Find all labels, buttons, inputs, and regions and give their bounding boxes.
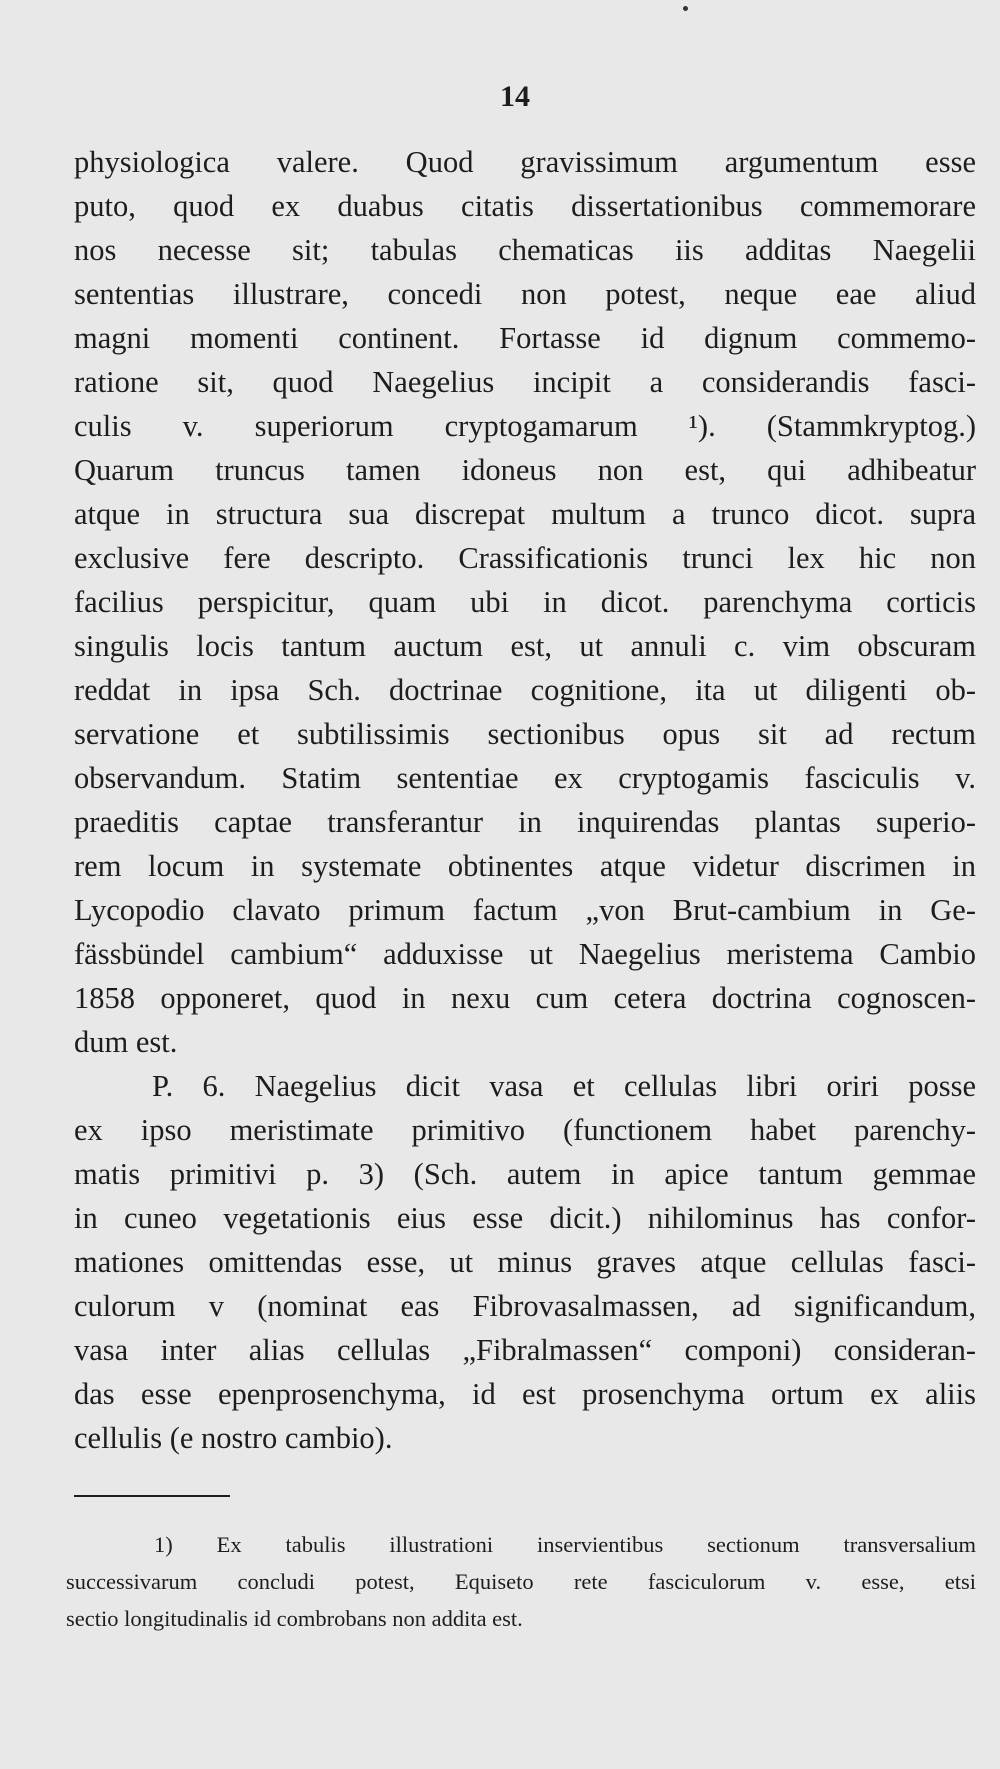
text-line: vasa inter alias cellulas „Fibralmassen“ componi) consideran- (74, 1333, 976, 1367)
text-line: observandum. Statim sententiae ex cryptogamis fasciculis v. (74, 761, 976, 795)
text-line: cellulis (e nostro cambio). (74, 1421, 393, 1455)
text-line: Quarum truncus tamen idoneus non est, qui adhibeatur (74, 453, 976, 487)
footnote-line: successivarum concludi potest, Equiseto rete fasciculorum v. esse, etsi (66, 1569, 976, 1594)
footnote-line: sectio longitudinalis id combrobans non addita est. (66, 1606, 523, 1631)
text-line: matis primitivi p. 3) (Sch. autem in apice tantum gemmae (74, 1157, 976, 1191)
text-line: atque in structura sua discrepat multum a trunco dicot. supra (74, 497, 976, 531)
text-line: culorum v (nominat eas Fibrovasalmassen, ad significandum, (74, 1289, 976, 1323)
page-number: 14 (500, 80, 530, 113)
text-line: ratione sit, quod Naegelius incipit a considerandis fasci- (74, 365, 976, 399)
text-line: mationes omittendas esse, ut minus graves atque cellulas fasci- (74, 1245, 976, 1279)
text-line: dum est. (74, 1025, 178, 1059)
footnote (66, 1526, 976, 1637)
text-line: das esse epenprosenchyma, id est prosenchyma ortum ex aliis (74, 1377, 976, 1411)
text-line: singulis locis tantum auctum est, ut annuli c. vim obscuram (74, 629, 976, 663)
text-line: physiologica valere. Quod gravissimum argumentum esse (74, 145, 976, 179)
text-line: exclusive fere descripto. Crassificationis trunci lex hic non (74, 541, 976, 575)
text-line: praeditis captae transferantur in inquirendas plantas superio- (74, 805, 976, 839)
text-line: Lycopodio clavato primum factum „von Brut-cambium in Ge- (74, 893, 976, 927)
footnote-separator (74, 1495, 230, 1497)
text-line: 1858 opponeret, quod in nexu cum cetera doctrina cognoscen- (74, 981, 976, 1015)
text-line: culis v. superiorum cryptogamarum ¹). (Stammkryptog.) (74, 409, 976, 443)
text-line: rem locum in systemate obtinentes atque videtur discrimen in (74, 849, 976, 883)
text-line: ex ipso meristimate primitivo (functionem habet parenchy- (74, 1113, 976, 1147)
text-line: sententias illustrare, concedi non potest, neque eae aliud (74, 277, 976, 311)
main-text (74, 140, 976, 1460)
text-line: nos necesse sit; tabulas chematicas iis additas Naegelii (74, 233, 976, 267)
text-line: reddat in ipsa Sch. doctrinae cognitione, ita ut diligenti ob- (74, 673, 976, 707)
text-line: in cuneo vegetationis eius esse dicit.) nihilominus has confor- (74, 1201, 976, 1235)
text-line: facilius perspicitur, quam ubi in dicot. parenchyma corticis (74, 585, 976, 619)
scan-speck (683, 6, 688, 11)
text-line: servatione et subtilissimis sectionibus opus sit ad rectum (74, 717, 976, 751)
text-line: puto, quod ex duabus citatis dissertationibus commemorare (74, 189, 976, 223)
text-line: P. 6. Naegelius dicit vasa et cellulas libri oriri posse (152, 1069, 976, 1103)
text-line: magni momenti continent. Fortasse id dignum commemo- (74, 321, 976, 355)
footnote-line: 1) Ex tabulis illustrationi inservientibus sectionum transversalium (154, 1532, 976, 1557)
text-line: fässbündel cambium“ adduxisse ut Naegelius meristema Cambio (74, 937, 976, 971)
